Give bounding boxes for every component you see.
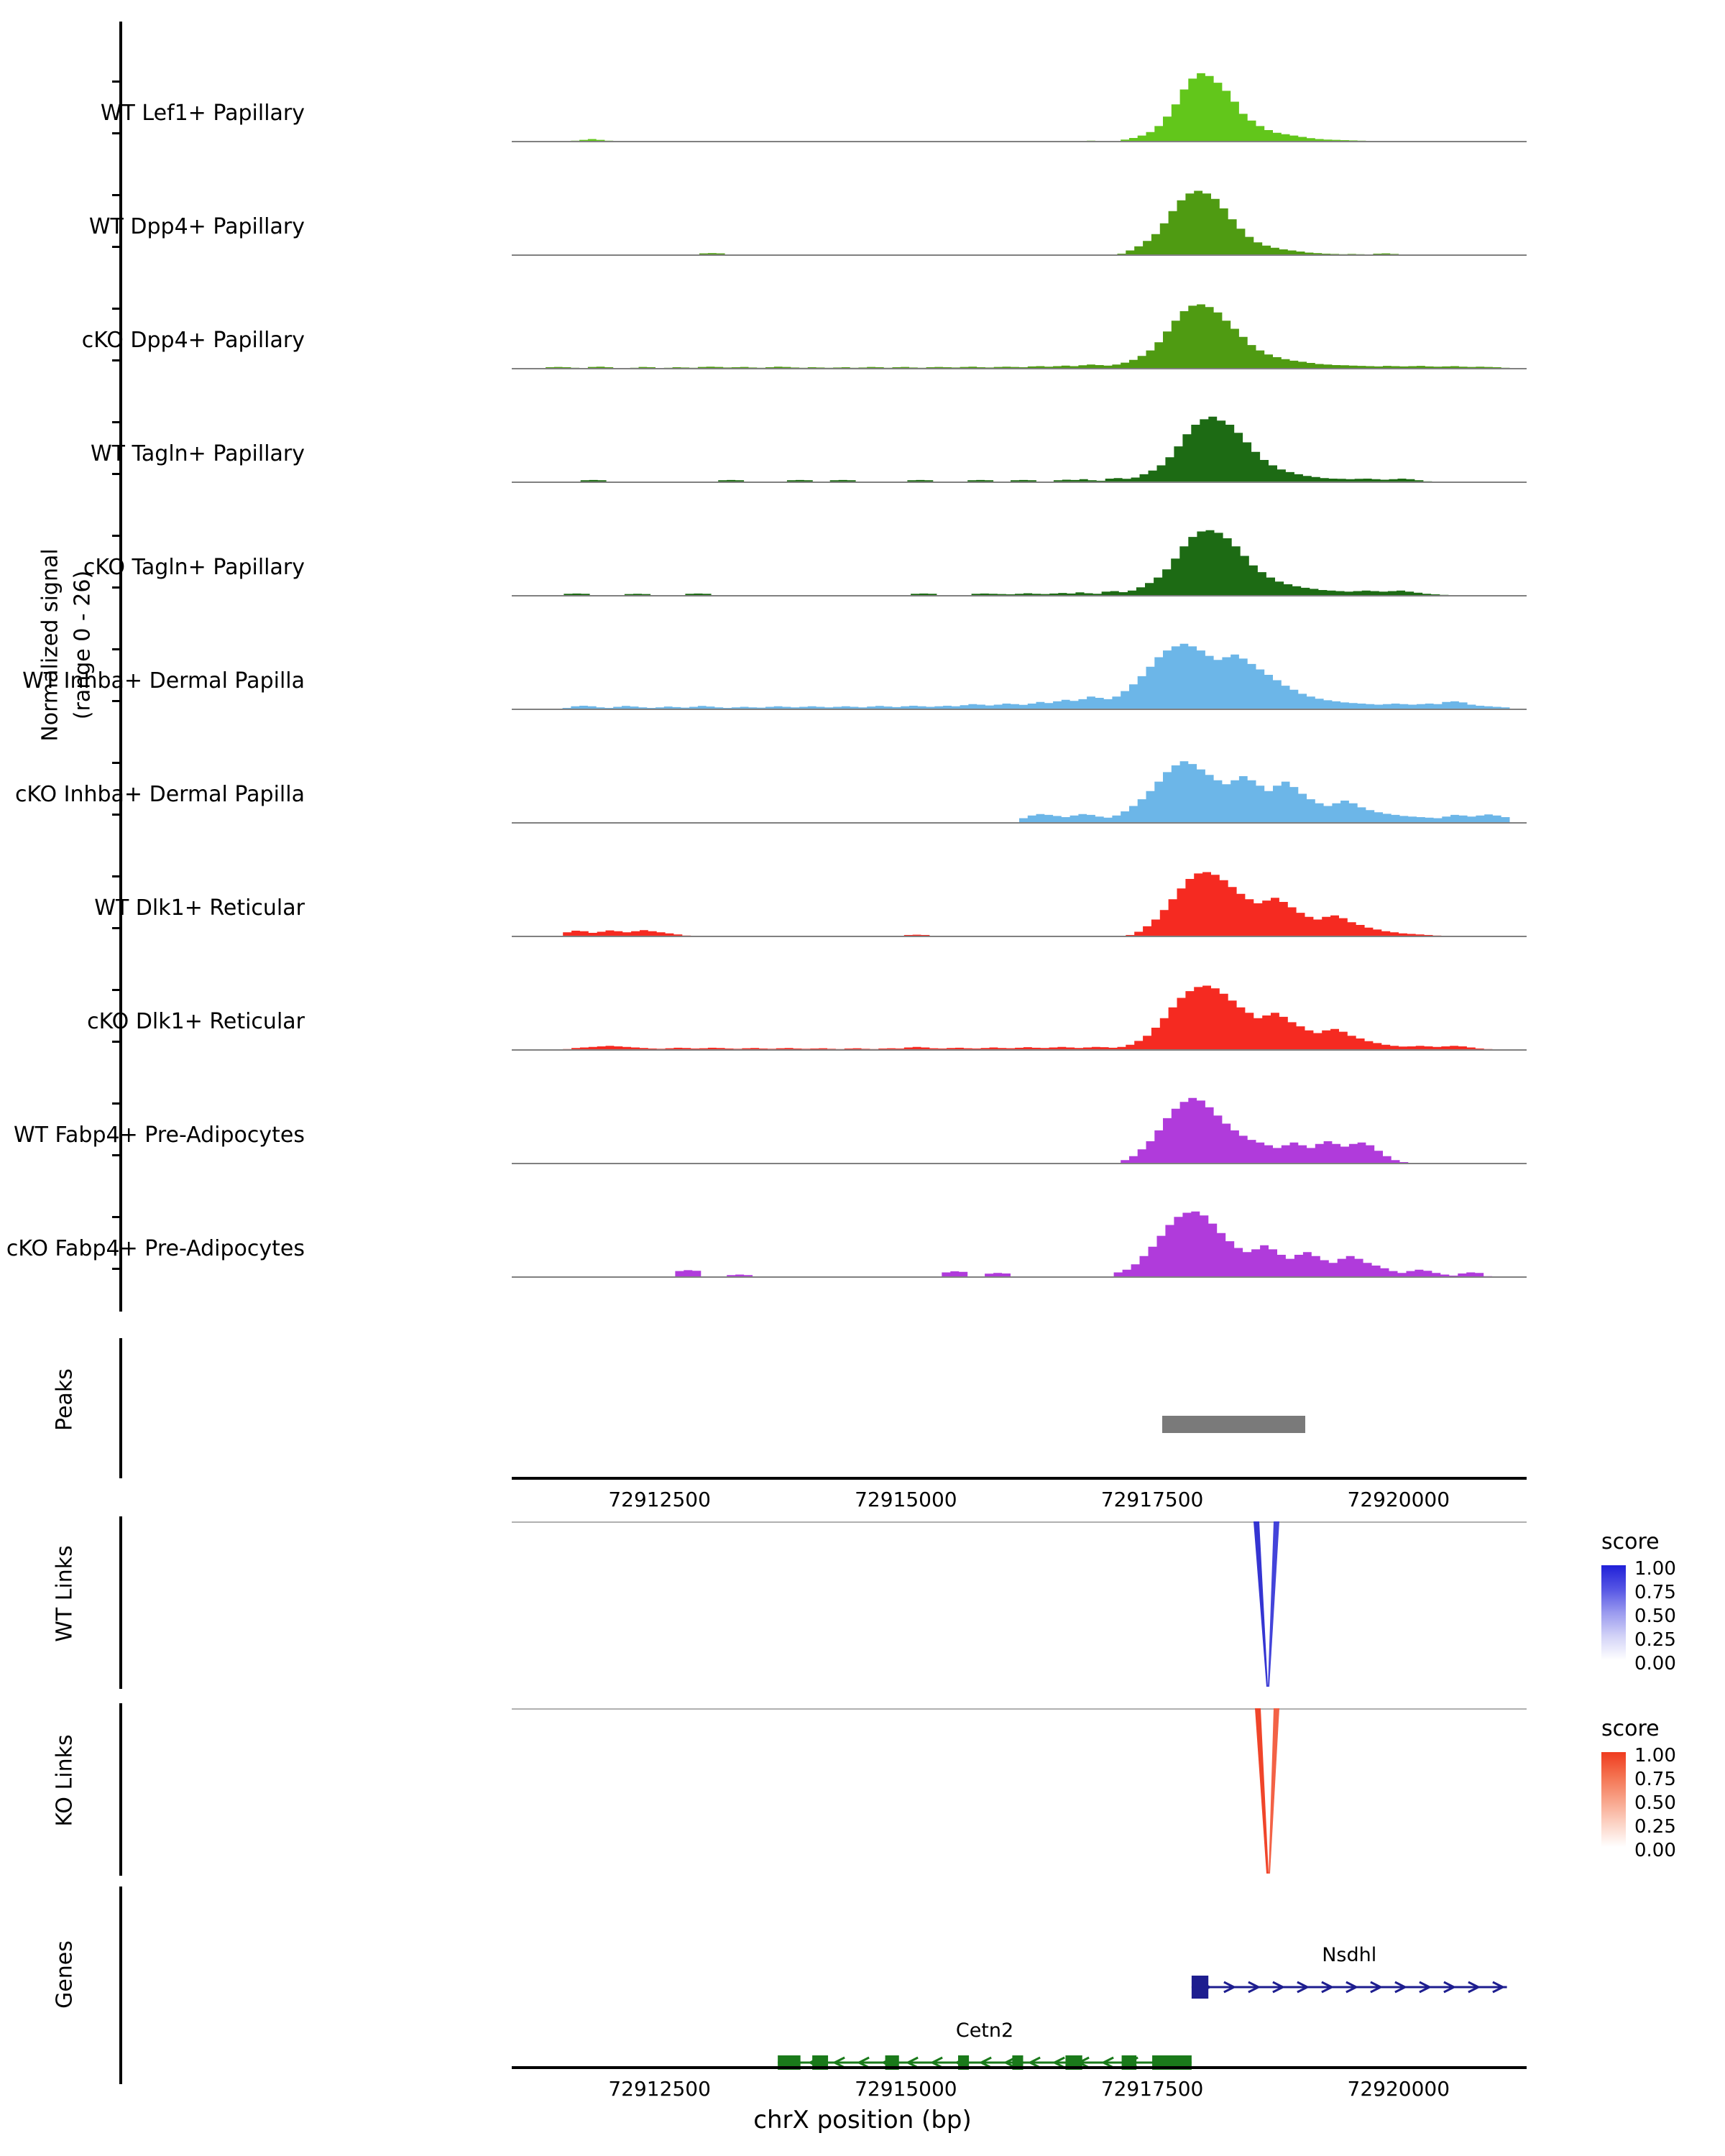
legend-tick-label: 0.00 [1634, 1653, 1676, 1674]
genes-axis-spine [119, 1886, 122, 2084]
coverage-track-label: WT Tagln+ Papillary [91, 441, 305, 466]
coverage-baseline [512, 822, 1527, 824]
coverage-track-label: WT Inhba+ Dermal Papilla [22, 668, 305, 694]
x-axis-tick-label: 72917500 [1100, 2077, 1204, 2101]
peaks-panel-label [52, 1307, 78, 1493]
coverage-track [14, 753, 1527, 824]
coverage-track [81, 299, 1527, 369]
legend-tick-label: 1.00 [1634, 1745, 1676, 1766]
legend-tick-label: 0.25 [1634, 1629, 1676, 1651]
coverage-baseline [512, 482, 1527, 483]
coverage-track-label: cKO Fabp4+ Pre-Adipocytes [6, 1236, 305, 1261]
x-axis-top-line [512, 1477, 1527, 1480]
coverage-area [512, 185, 1527, 256]
coverage-track-label: cKO Inhba+ Dermal Papilla [14, 782, 305, 807]
coverage-track [100, 72, 1527, 142]
y-axis-tick [112, 1268, 122, 1270]
coverage-area [512, 72, 1527, 142]
coverage-track [91, 413, 1527, 483]
y-axis-tick [112, 989, 122, 991]
coverage-track [22, 640, 1527, 710]
ko-links-panel-label [52, 1666, 78, 1896]
peaks-axis-spine [119, 1338, 122, 1478]
y-axis-tick [112, 1216, 122, 1218]
ko-links-legend-title: score [1601, 1716, 1660, 1741]
coverage-track [87, 980, 1527, 1051]
coverage-baseline [512, 141, 1527, 142]
peaks-label-text: Peaks [52, 1368, 78, 1431]
x-axis-tick-label: 72915000 [855, 2077, 957, 2101]
x-axis-tick-label: 72912500 [608, 1488, 711, 1511]
peaks-layer [512, 1338, 1527, 1478]
legend-tick-label: 0.00 [1634, 1840, 1676, 1861]
y-axis-tick [112, 700, 122, 702]
y-axis-tick [112, 875, 122, 877]
wt-links-arcs [512, 1521, 1527, 1689]
legend-tick-label: 0.25 [1634, 1816, 1676, 1838]
coverage-baseline [512, 1163, 1527, 1164]
coverage-track-label: WT Fabp4+ Pre-Adipocytes [14, 1123, 305, 1148]
coverage-track [6, 1207, 1527, 1278]
gene-model [512, 1966, 1527, 2009]
gene-name-label: Nsdhl [1322, 1944, 1377, 1966]
coverage-track [94, 867, 1527, 937]
x-axis-label: chrX position (bp) [753, 2106, 972, 2134]
y-axis-tick [112, 927, 122, 929]
genes-layer [512, 1886, 1527, 2084]
ko-links-label-text: KO Links [52, 1734, 78, 1827]
wt-links-legend [1601, 1529, 1660, 1560]
coverage-area [512, 980, 1527, 1051]
coverage-baseline [512, 595, 1527, 596]
genes-label-text: Genes [52, 1940, 78, 2009]
x-axis-tick-label: 72920000 [1347, 2077, 1450, 2101]
coverage-baseline [512, 709, 1527, 710]
x-axis-tick-label: 72920000 [1347, 1488, 1450, 1511]
wt-links-axis-spine [119, 1516, 122, 1689]
coverage-baseline [512, 936, 1527, 937]
x-axis-tick-label: 72915000 [855, 1488, 957, 1511]
ko-links-arcs [512, 1708, 1527, 1876]
ko-links-legend [1601, 1716, 1660, 1747]
y-axis-tick [112, 586, 122, 589]
legend-tick-label: 1.00 [1634, 1558, 1676, 1580]
peak-region [1162, 1416, 1305, 1433]
coverage-track [83, 526, 1527, 596]
ko-links-axis-spine [119, 1703, 122, 1876]
coverage-baseline [512, 1049, 1527, 1051]
wt-links-legend-title: score [1601, 1529, 1660, 1554]
x-axis-tick-label: 72917500 [1100, 1488, 1204, 1511]
y-axis-tick [112, 194, 122, 196]
y-axis-tick [112, 1102, 122, 1105]
coverage-baseline [512, 368, 1527, 369]
y-axis-tick [112, 762, 122, 764]
y-axis-tick [112, 246, 122, 248]
x-axis-bottom-line [512, 2066, 1527, 2069]
coverage-track-label: WT Dpp4+ Papillary [88, 214, 305, 239]
ko-links-legend-gradient [1601, 1752, 1626, 1847]
coverage-area [512, 640, 1527, 710]
legend-tick-label: 0.75 [1634, 1769, 1676, 1790]
coverage-track [88, 185, 1527, 256]
coverage-area [512, 1094, 1527, 1164]
coverage-track [14, 1094, 1527, 1164]
coverage-area [512, 1207, 1527, 1278]
gene-name-label: Cetn2 [955, 2019, 1014, 2042]
y-axis-tick [112, 132, 122, 134]
coverage-track-label: cKO Dlk1+ Reticular [87, 1009, 305, 1034]
coverage-area [512, 753, 1527, 824]
y-axis-tick [112, 535, 122, 537]
y-axis-tick [112, 1041, 122, 1043]
legend-tick-label: 0.50 [1634, 1792, 1676, 1814]
y-axis-tick [112, 80, 122, 83]
y-axis-tick [112, 359, 122, 361]
coverage-baseline [512, 1276, 1527, 1278]
legend-tick-label: 0.75 [1634, 1582, 1676, 1603]
y-axis-label-text: Normalized signal [37, 548, 63, 742]
y-axis-tick [112, 1154, 122, 1156]
genes-panel-label [52, 1867, 78, 2083]
x-axis-tick-label: 72912500 [608, 2077, 711, 2101]
wt-links-legend-gradient [1601, 1565, 1626, 1660]
coverage-area [512, 867, 1527, 937]
y-axis-range-text: (range 0 - 26) [70, 570, 96, 720]
coverage-track-label: cKO Dpp4+ Papillary [81, 328, 305, 353]
y-axis-tick [112, 473, 122, 475]
coverage-track-label: WT Dlk1+ Reticular [94, 895, 305, 921]
wt-links-label-text: WT Links [52, 1545, 78, 1642]
coverage-track-label: cKO Tagln+ Papillary [83, 555, 305, 580]
coverage-area [512, 526, 1527, 596]
legend-tick-label: 0.50 [1634, 1606, 1676, 1627]
coverage-area [512, 413, 1527, 483]
y-axis-tick [112, 421, 122, 423]
coverage-baseline [512, 254, 1527, 256]
coverage-area [512, 299, 1527, 369]
y-axis-tick [112, 648, 122, 650]
y-axis-tick [112, 308, 122, 310]
y-axis-tick [112, 814, 122, 816]
coverage-track-label: WT Lef1+ Papillary [100, 101, 305, 126]
